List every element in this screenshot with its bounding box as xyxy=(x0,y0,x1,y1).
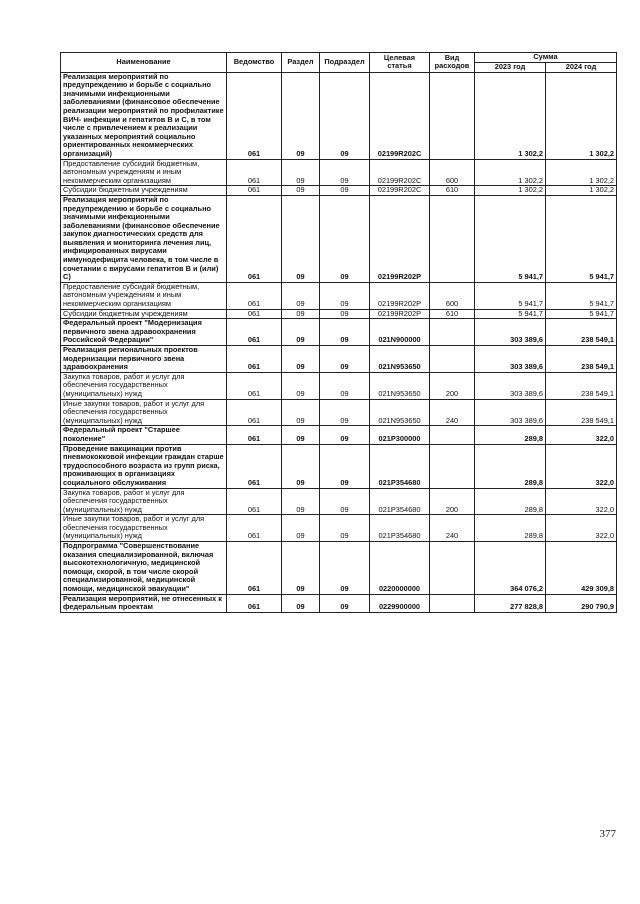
cell-2023: 303 389,6 xyxy=(475,319,546,346)
cell-section: 09 xyxy=(282,426,320,444)
cell-2024: 5 941,7 xyxy=(546,309,617,319)
cell-2024: 322,0 xyxy=(546,488,617,515)
header-dept: Ведомство xyxy=(227,53,282,73)
cell-name: Субсидии бюджетным учреждениям xyxy=(61,186,227,196)
cell-2024: 238 549,1 xyxy=(546,399,617,426)
cell-section: 09 xyxy=(282,594,320,612)
table-row xyxy=(61,488,617,515)
cell-2024: 322,0 xyxy=(546,444,617,488)
cell-exp-type: 610 xyxy=(430,309,475,319)
table-header xyxy=(61,53,617,73)
cell-2023: 5 941,7 xyxy=(475,195,546,282)
cell-exp-type xyxy=(430,426,475,444)
cell-subsection: 09 xyxy=(320,488,370,515)
cell-dept: 061 xyxy=(227,594,282,612)
cell-subsection: 09 xyxy=(320,346,370,373)
cell-2024: 1 302,2 xyxy=(546,186,617,196)
cell-target: 02199R202P xyxy=(370,309,430,319)
cell-name: Предоставление субсидий бюджетным, автономным учреждениям и иным некоммерческим организациям xyxy=(61,282,227,309)
cell-2023: 277 828,8 xyxy=(475,594,546,612)
cell-subsection: 09 xyxy=(320,195,370,282)
cell-target: 0220000000 xyxy=(370,542,430,595)
cell-name: Федеральный проект "Старшее поколение" xyxy=(61,426,227,444)
table-row xyxy=(61,72,617,159)
cell-dept: 061 xyxy=(227,488,282,515)
cell-target: 02199R202P xyxy=(370,282,430,309)
cell-2024: 238 549,1 xyxy=(546,372,617,399)
cell-exp-type xyxy=(430,195,475,282)
cell-name: Реализация мероприятий по предупреждению и борьбе с социально значимыми инфекционными заболеваниями (финансовое обеспечение реализации мероприятий по профилактике ВИЧ- инфекции и гепатитов В и С, в том числе с привлечением к реализации указанных мероприятий социально ориентированных некоммерческих организаций) xyxy=(61,72,227,159)
table-row xyxy=(61,426,617,444)
cell-2023: 303 389,6 xyxy=(475,346,546,373)
cell-2023: 289,8 xyxy=(475,426,546,444)
cell-target: 02199R202C xyxy=(370,159,430,186)
cell-target: 021N900000 xyxy=(370,319,430,346)
table-row xyxy=(61,399,617,426)
cell-exp-type xyxy=(430,542,475,595)
cell-subsection: 09 xyxy=(320,399,370,426)
cell-section: 09 xyxy=(282,346,320,373)
cell-subsection: 09 xyxy=(320,594,370,612)
cell-target: 021P354680 xyxy=(370,515,430,542)
table-row xyxy=(61,346,617,373)
table-row xyxy=(61,542,617,595)
cell-2024: 5 941,7 xyxy=(546,195,617,282)
cell-2024: 1 302,2 xyxy=(546,159,617,186)
table-row xyxy=(61,444,617,488)
cell-name: Проведение вакцинации против пневмококковой инфекции граждан старше трудоспособного возраста из групп риска, проживающих в организациях социального обслуживания xyxy=(61,444,227,488)
cell-subsection: 09 xyxy=(320,542,370,595)
cell-2023: 1 302,2 xyxy=(475,186,546,196)
cell-dept: 061 xyxy=(227,444,282,488)
cell-2023: 303 389,6 xyxy=(475,399,546,426)
table-row xyxy=(61,319,617,346)
header-section: Раздел xyxy=(282,53,320,73)
cell-section: 09 xyxy=(282,444,320,488)
cell-dept: 061 xyxy=(227,309,282,319)
header-2023: 2023 год xyxy=(475,63,546,73)
cell-name: Закупка товаров, работ и услуг для обеспечения государственных (муниципальных) нужд xyxy=(61,488,227,515)
cell-name: Подпрограмма "Совершенствование оказания специализированной, включая высокотехнологичную, медицинской помощи, скорой, в том числе скорой специализированной, медицинской помощи, медицинской эвакуации" xyxy=(61,542,227,595)
cell-target: 021N953650 xyxy=(370,372,430,399)
cell-subsection: 09 xyxy=(320,515,370,542)
cell-target: 02199R202P xyxy=(370,195,430,282)
cell-target: 021P300000 xyxy=(370,426,430,444)
cell-exp-type: 200 xyxy=(430,488,475,515)
cell-dept: 061 xyxy=(227,515,282,542)
table-row xyxy=(61,372,617,399)
cell-section: 09 xyxy=(282,282,320,309)
cell-2024: 238 549,1 xyxy=(546,319,617,346)
cell-name: Субсидии бюджетным учреждениям xyxy=(61,309,227,319)
cell-section: 09 xyxy=(282,515,320,542)
cell-2023: 1 302,2 xyxy=(475,72,546,159)
cell-exp-type xyxy=(430,444,475,488)
cell-2023: 1 302,2 xyxy=(475,159,546,186)
cell-name: Реализация мероприятий, не отнесенных к федеральным проектам xyxy=(61,594,227,612)
cell-2023: 289,8 xyxy=(475,444,546,488)
cell-dept: 061 xyxy=(227,159,282,186)
cell-name: Закупка товаров, работ и услуг для обеспечения государственных (муниципальных) нужд xyxy=(61,372,227,399)
cell-dept: 061 xyxy=(227,195,282,282)
cell-dept: 061 xyxy=(227,319,282,346)
cell-section: 09 xyxy=(282,399,320,426)
cell-exp-type xyxy=(430,346,475,373)
cell-dept: 061 xyxy=(227,372,282,399)
cell-section: 09 xyxy=(282,72,320,159)
cell-2023: 5 941,7 xyxy=(475,309,546,319)
cell-section: 09 xyxy=(282,319,320,346)
cell-subsection: 09 xyxy=(320,444,370,488)
header-name: Наименование xyxy=(61,53,227,73)
cell-target: 021N953650 xyxy=(370,346,430,373)
table-row xyxy=(61,282,617,309)
cell-2024: 5 941,7 xyxy=(546,282,617,309)
cell-subsection: 09 xyxy=(320,372,370,399)
cell-target: 021P354680 xyxy=(370,488,430,515)
cell-2024: 238 549,1 xyxy=(546,346,617,373)
budget-table xyxy=(60,52,617,613)
cell-section: 09 xyxy=(282,488,320,515)
cell-section: 09 xyxy=(282,542,320,595)
table-row xyxy=(61,515,617,542)
table-row xyxy=(61,186,617,196)
cell-name: Иные закупки товаров, работ и услуг для обеспечения государственных (муниципальных) нужд xyxy=(61,399,227,426)
cell-section: 09 xyxy=(282,195,320,282)
header-2024: 2024 год xyxy=(546,63,617,73)
cell-2023: 303 389,6 xyxy=(475,372,546,399)
table-row xyxy=(61,159,617,186)
cell-subsection: 09 xyxy=(320,309,370,319)
cell-exp-type: 240 xyxy=(430,399,475,426)
cell-2024: 322,0 xyxy=(546,515,617,542)
cell-dept: 061 xyxy=(227,426,282,444)
cell-2023: 289,8 xyxy=(475,488,546,515)
cell-target: 0229900000 xyxy=(370,594,430,612)
cell-section: 09 xyxy=(282,309,320,319)
cell-target: 02199R202C xyxy=(370,186,430,196)
cell-name: Федеральный проект "Модернизация первичного звена здравоохранения Российской Федерации" xyxy=(61,319,227,346)
table-body xyxy=(61,72,617,612)
cell-exp-type: 610 xyxy=(430,186,475,196)
header-target: Целевая статья xyxy=(370,53,430,73)
cell-section: 09 xyxy=(282,186,320,196)
cell-dept: 061 xyxy=(227,186,282,196)
cell-dept: 061 xyxy=(227,72,282,159)
cell-2023: 289,8 xyxy=(475,515,546,542)
cell-section: 09 xyxy=(282,159,320,186)
cell-2024: 1 302,2 xyxy=(546,72,617,159)
cell-subsection: 09 xyxy=(320,186,370,196)
cell-2023: 5 941,7 xyxy=(475,282,546,309)
cell-name: Предоставление субсидий бюджетным, автономным учреждениям и иным некоммерческим организациям xyxy=(61,159,227,186)
cell-exp-type: 240 xyxy=(430,515,475,542)
cell-target: 021N953650 xyxy=(370,399,430,426)
table-row xyxy=(61,195,617,282)
cell-subsection: 09 xyxy=(320,426,370,444)
cell-target: 021P354680 xyxy=(370,444,430,488)
cell-subsection: 09 xyxy=(320,72,370,159)
page-number: 377 xyxy=(599,828,616,840)
cell-target: 02199R202C xyxy=(370,72,430,159)
table-row xyxy=(61,594,617,612)
cell-exp-type: 600 xyxy=(430,159,475,186)
cell-exp-type xyxy=(430,594,475,612)
cell-dept: 061 xyxy=(227,346,282,373)
cell-exp-type: 200 xyxy=(430,372,475,399)
header-sum: Сумма xyxy=(475,53,617,63)
cell-name: Иные закупки товаров, работ и услуг для обеспечения государственных (муниципальных) нужд xyxy=(61,515,227,542)
cell-2024: 322,0 xyxy=(546,426,617,444)
cell-name: Реализация региональных проектов модернизации первичного звена здравоохранения xyxy=(61,346,227,373)
header-exp-type: Вид расходов xyxy=(430,53,475,73)
cell-exp-type xyxy=(430,319,475,346)
cell-2024: 290 790,9 xyxy=(546,594,617,612)
cell-dept: 061 xyxy=(227,542,282,595)
cell-name: Реализация мероприятий по предупреждению и борьбе с социально значимыми инфекционными заболеваниями (финансовое обеспечение закупок диагностических средств для выявления и мониторинга лечения лиц, инфицированных вирусами иммунодефицита человека, в том числе в сочетании с вирусами гепатитов В и (или) С) xyxy=(61,195,227,282)
cell-subsection: 09 xyxy=(320,319,370,346)
cell-section: 09 xyxy=(282,372,320,399)
cell-dept: 061 xyxy=(227,282,282,309)
cell-subsection: 09 xyxy=(320,159,370,186)
cell-2023: 364 076,2 xyxy=(475,542,546,595)
cell-2024: 429 309,8 xyxy=(546,542,617,595)
cell-dept: 061 xyxy=(227,399,282,426)
header-subsection: Подраздел xyxy=(320,53,370,73)
cell-exp-type xyxy=(430,72,475,159)
cell-exp-type: 600 xyxy=(430,282,475,309)
cell-subsection: 09 xyxy=(320,282,370,309)
